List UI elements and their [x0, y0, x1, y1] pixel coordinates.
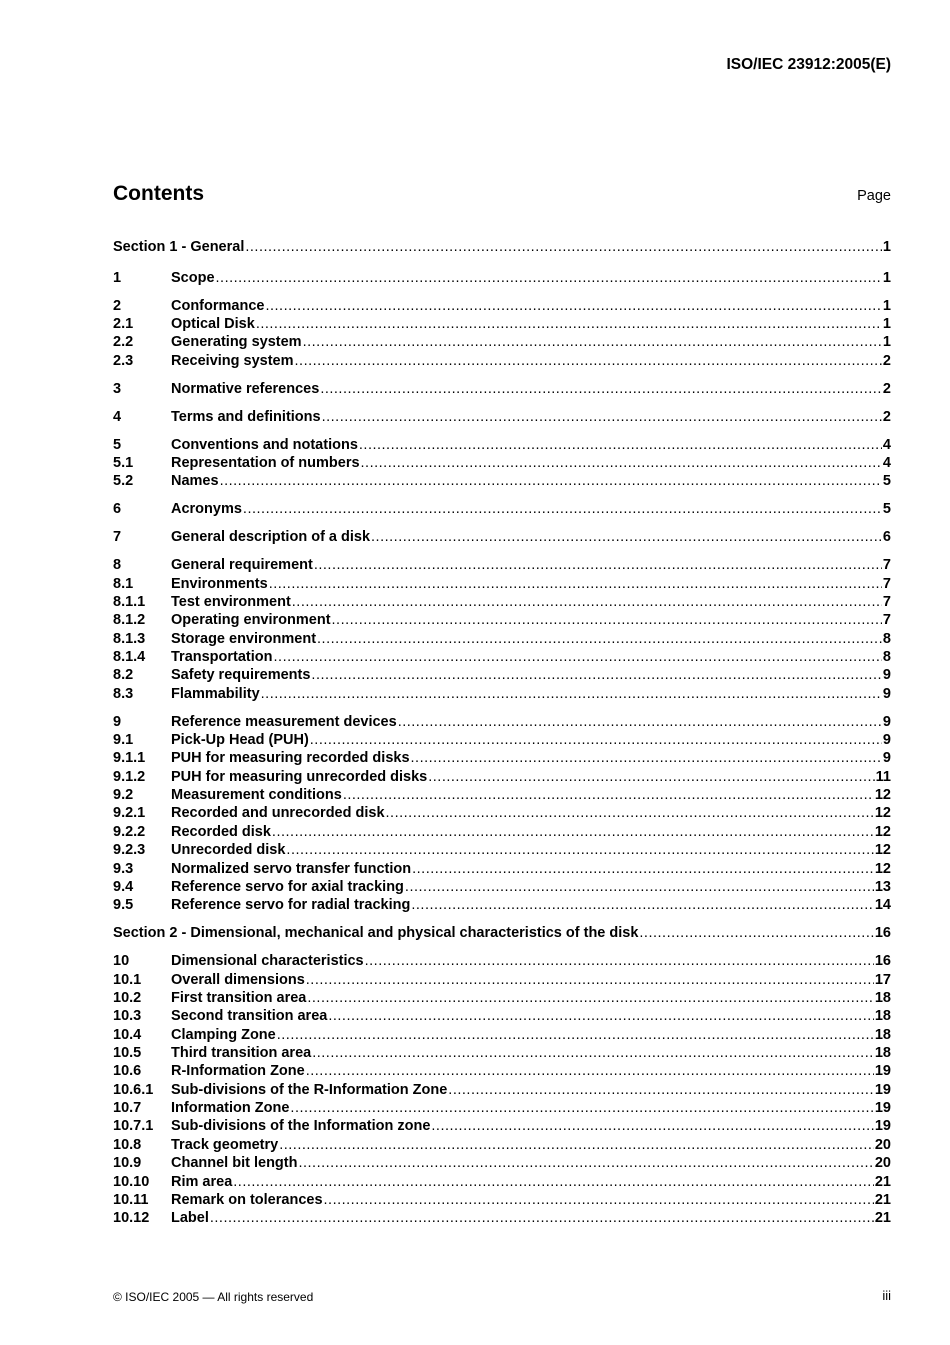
toc-entry[interactable] — [113, 1099, 891, 1117]
dot-leader — [279, 1136, 874, 1154]
toc-entry-title: Reference measurement devices — [171, 714, 397, 730]
toc-entry[interactable] — [113, 860, 891, 878]
dot-leader — [322, 408, 882, 426]
toc-entry-number: 10 — [113, 953, 130, 969]
toc-entry[interactable] — [113, 297, 891, 315]
toc-entry[interactable] — [113, 971, 891, 989]
toc-entry-number: 10.12 — [113, 1210, 150, 1226]
toc-entry-page: 14 — [874, 897, 891, 913]
toc-entry[interactable] — [113, 786, 891, 804]
toc-entry-number: 2.1 — [113, 316, 134, 332]
toc-entry-number: 9.3 — [113, 861, 134, 877]
toc-entry-number: 10.3 — [113, 1008, 142, 1024]
toc-entry-number: 9 — [113, 714, 122, 730]
toc-entry-number: 8.1.3 — [113, 631, 146, 647]
toc-entry-title: Receiving system — [171, 353, 294, 369]
toc-entry-title: Clamping Zone — [171, 1027, 276, 1043]
toc-entry-number: 9.1 — [113, 732, 134, 748]
toc-entry-title: Dimensional characteristics — [171, 953, 364, 969]
toc-entry-number: 10.2 — [113, 990, 142, 1006]
toc-entry[interactable] — [113, 1062, 891, 1080]
toc-entry-number: 8.1.2 — [113, 612, 146, 628]
dot-leader — [290, 1099, 873, 1117]
toc-entry-number: 9.2.1 — [113, 805, 146, 821]
toc-entry[interactable] — [113, 500, 891, 518]
toc-entry-number: 2 — [113, 298, 122, 314]
toc-entry-number: 4 — [113, 409, 122, 425]
toc-entry-number: 8.2 — [113, 667, 134, 683]
toc-entry[interactable] — [113, 952, 891, 970]
toc-entry-page: 7 — [882, 594, 891, 610]
toc-entry[interactable] — [113, 556, 891, 574]
dot-leader — [332, 611, 882, 629]
toc-entry-title: Operating environment — [171, 612, 331, 628]
toc-entry-title: Section 1 - General — [113, 239, 245, 255]
toc-entry-number: 10.11 — [113, 1192, 149, 1208]
toc-entry-page: 12 — [874, 824, 891, 840]
toc-entry-title: Recorded and unrecorded disk — [171, 805, 385, 821]
toc-entry-page: 4 — [882, 437, 891, 453]
toc-entry[interactable] — [113, 1209, 891, 1227]
dot-leader — [386, 804, 874, 822]
toc-entry-page: 6 — [882, 529, 891, 545]
toc-entry-title: Names — [171, 473, 219, 489]
toc-entry-page: 12 — [874, 842, 891, 858]
toc-entry-title: Third transition area — [171, 1045, 312, 1061]
toc-entry-title: Measurement conditions — [171, 787, 342, 803]
toc-entry[interactable] — [113, 749, 891, 767]
toc-entry[interactable] — [113, 352, 891, 370]
toc-entry[interactable] — [113, 1154, 891, 1172]
toc-entry-title: Terms and definitions — [171, 409, 321, 425]
toc-entry-title: Test environment — [171, 594, 291, 610]
toc-entry-number: 10.7 — [113, 1100, 142, 1116]
toc-entry-title: Section 2 - Dimensional, mechanical and physical characteristics of the disk — [113, 925, 639, 941]
toc-entry-page: 2 — [882, 381, 891, 397]
dot-leader — [306, 1062, 874, 1080]
dot-leader — [272, 823, 874, 841]
dot-leader — [277, 1026, 874, 1044]
toc-entry-page: 11 — [875, 769, 891, 785]
toc-entry-title: Conformance — [171, 298, 265, 314]
toc-entry-title: Information Zone — [171, 1100, 290, 1116]
toc-entry-page: 20 — [874, 1137, 891, 1153]
toc-entry-page: 1 — [882, 316, 891, 332]
dot-leader — [265, 297, 881, 315]
toc-entry[interactable] — [113, 575, 891, 593]
toc-entry-title: R-Information Zone — [171, 1063, 305, 1079]
toc-entry-title: Remark on tolerances — [171, 1192, 323, 1208]
toc-entry[interactable] — [113, 528, 891, 546]
toc-entry-page: 18 — [874, 1027, 891, 1043]
toc-entry-page: 19 — [874, 1100, 891, 1116]
toc-entry-number: 9.5 — [113, 897, 134, 913]
toc-entry-title: Label — [171, 1210, 209, 1226]
toc-entry[interactable] — [113, 768, 891, 786]
toc-entry-number: 8.1.4 — [113, 649, 146, 665]
toc-entry-title: General description of a disk — [171, 529, 371, 545]
toc-entry-title: PUH for measuring unrecorded disks — [171, 769, 428, 785]
dot-leader — [320, 380, 882, 398]
toc-entry[interactable] — [113, 593, 891, 611]
toc-entry-title: Normative references — [171, 381, 320, 397]
toc-entry-page: 19 — [874, 1082, 891, 1098]
dot-leader — [274, 648, 882, 666]
toc-entry[interactable] — [113, 896, 891, 914]
toc-entry-number: 10.4 — [113, 1027, 142, 1043]
toc-entry-title: Acronyms — [171, 501, 242, 517]
toc-entry-page: 2 — [882, 353, 891, 369]
toc-entry[interactable] — [113, 1007, 891, 1025]
dot-leader — [210, 1209, 874, 1227]
toc-entry-number: 9.2.3 — [113, 842, 146, 858]
toc-entry-page: 9 — [882, 686, 891, 702]
toc-section-entry[interactable] — [113, 238, 891, 256]
toc-entry-number: 5 — [113, 437, 122, 453]
toc-entry-number: 8.3 — [113, 686, 134, 702]
toc-entry-title: General requirement — [171, 557, 313, 573]
dot-leader — [371, 528, 882, 546]
toc-entry-page: 21 — [874, 1174, 891, 1190]
toc-entry[interactable] — [113, 436, 891, 454]
toc-entry-page: 7 — [882, 576, 891, 592]
toc-entry-page: 1 — [882, 270, 891, 286]
toc-entry-title: Overall dimensions — [171, 972, 305, 988]
toc-entry[interactable] — [113, 989, 891, 1007]
dot-leader — [343, 786, 874, 804]
toc-entry-page: 12 — [874, 787, 891, 803]
toc-entry-number: 8 — [113, 557, 122, 573]
toc-entry-page: 9 — [882, 714, 891, 730]
dot-leader — [307, 989, 873, 1007]
toc-entry-page: 17 — [874, 972, 891, 988]
dot-leader — [245, 238, 882, 256]
footer-copyright: © ISO/IEC 2005 — All rights reserved — [113, 1290, 314, 1304]
dot-leader — [216, 269, 882, 287]
toc-entry-page: 7 — [882, 557, 891, 573]
toc-entry-title: Flammability — [171, 686, 260, 702]
toc-entry-number: 6 — [113, 501, 122, 517]
toc-entry-title: Reference servo for radial tracking — [171, 897, 411, 913]
toc-entry-number: 9.1.2 — [113, 769, 146, 785]
toc-entry[interactable] — [113, 380, 891, 398]
toc-entry[interactable] — [113, 648, 891, 666]
dot-leader — [411, 896, 874, 914]
toc-entry[interactable] — [113, 1117, 891, 1135]
toc-entry-number: 10.7.1 — [113, 1118, 154, 1134]
toc-entry-title: Unrecorded disk — [171, 842, 286, 858]
dot-leader — [303, 333, 882, 351]
dot-leader — [324, 1191, 874, 1209]
dot-leader — [361, 454, 882, 472]
toc-entry-number: 7 — [113, 529, 122, 545]
dot-leader — [310, 731, 882, 749]
toc-entry-number: 10.6.1 — [113, 1082, 154, 1098]
toc-entry-title: Safety requirements — [171, 667, 311, 683]
toc-entry-title: Environments — [171, 576, 268, 592]
toc-entry-number: 10.8 — [113, 1137, 142, 1153]
toc-entry-number: 1 — [113, 270, 122, 286]
toc-entry-page: 9 — [882, 732, 891, 748]
toc-entry-page: 9 — [882, 667, 891, 683]
toc-entry-title: First transition area — [171, 990, 307, 1006]
toc-entry-page: 2 — [882, 409, 891, 425]
toc-entry-page: 13 — [874, 879, 891, 895]
dot-leader — [431, 1117, 873, 1135]
toc-entry-title: Reference servo for axial tracking — [171, 879, 404, 895]
toc-entry[interactable] — [113, 1026, 891, 1044]
contents-title: Contents — [113, 182, 204, 205]
toc-entry[interactable] — [113, 269, 891, 287]
toc-entry-page: 8 — [882, 631, 891, 647]
toc-entry-page: 12 — [874, 861, 891, 877]
dot-leader — [359, 436, 882, 454]
dot-leader — [448, 1081, 874, 1099]
toc-entry[interactable] — [113, 611, 891, 629]
toc-entry[interactable] — [113, 1044, 891, 1062]
toc-entry[interactable] — [113, 1173, 891, 1191]
dot-leader — [328, 1007, 874, 1025]
dot-leader — [269, 575, 882, 593]
toc-entry-page: 4 — [882, 455, 891, 471]
toc-entry-title: Generating system — [171, 334, 302, 350]
toc-entry-title: Scope — [171, 270, 215, 286]
toc-entry[interactable] — [113, 472, 891, 490]
dot-leader — [411, 749, 882, 767]
page-column-label: Page — [857, 188, 891, 204]
toc-entry-number: 8.1 — [113, 576, 134, 592]
standard-id: ISO/IEC 23912:2005(E) — [726, 56, 891, 73]
dot-leader — [256, 315, 882, 333]
toc-entry-page: 19 — [874, 1063, 891, 1079]
footer-page-number: iii — [882, 1288, 891, 1303]
toc-entry-page: 1 — [882, 298, 891, 314]
toc-entry-page: 8 — [882, 649, 891, 665]
toc-entry-page: 21 — [874, 1192, 891, 1208]
dot-leader — [311, 666, 882, 684]
toc-entry-title: Pick-Up Head (PUH) — [171, 732, 309, 748]
toc-entry-number: 5.1 — [113, 455, 134, 471]
toc-entry-page: 16 — [874, 953, 891, 969]
toc-entry-number: 3 — [113, 381, 122, 397]
dot-leader — [412, 860, 874, 878]
toc-entry-title: Representation of numbers — [171, 455, 360, 471]
toc-entry-page: 5 — [882, 473, 891, 489]
toc-entry-title: Conventions and notations — [171, 437, 358, 453]
toc-entry-title: Track geometry — [171, 1137, 279, 1153]
dot-leader — [261, 685, 882, 703]
dot-leader — [243, 500, 882, 518]
dot-leader — [317, 630, 882, 648]
dot-leader — [292, 593, 882, 611]
toc-entry[interactable] — [113, 408, 891, 426]
toc-entry[interactable] — [113, 823, 891, 841]
toc-entry-page: 21 — [874, 1210, 891, 1226]
toc-entry-page: 1 — [882, 239, 891, 255]
toc-entry[interactable] — [113, 666, 891, 684]
dot-leader — [639, 924, 873, 942]
dot-leader — [314, 556, 882, 574]
toc-entry[interactable] — [113, 1081, 891, 1099]
dot-leader — [298, 1154, 873, 1172]
toc-entry-page: 1 — [882, 334, 891, 350]
toc-entry-page: 18 — [874, 990, 891, 1006]
toc-entry-page: 12 — [874, 805, 891, 821]
toc-entry[interactable] — [113, 630, 891, 648]
toc-entry-number: 9.4 — [113, 879, 134, 895]
dot-leader — [398, 713, 882, 731]
toc-entry[interactable] — [113, 841, 891, 859]
toc-entry-number: 10.6 — [113, 1063, 142, 1079]
toc-entry-page: 20 — [874, 1155, 891, 1171]
toc-entry-number: 9.2.2 — [113, 824, 146, 840]
toc-section-entry[interactable] — [113, 924, 891, 942]
dot-leader — [295, 352, 882, 370]
dot-leader — [405, 878, 874, 896]
toc-entry-page: 16 — [874, 925, 891, 941]
toc-entry-title: Storage environment — [171, 631, 317, 647]
toc-entry-page: 18 — [874, 1008, 891, 1024]
dot-leader — [365, 952, 874, 970]
dot-leader — [428, 768, 874, 786]
toc-entry-page: 18 — [874, 1045, 891, 1061]
toc-entry-title: Rim area — [171, 1174, 233, 1190]
toc-entry-title: Sub-divisions of the R-Information Zone — [171, 1082, 448, 1098]
toc-entry-title: Normalized servo transfer function — [171, 861, 412, 877]
toc-entry[interactable] — [113, 315, 891, 333]
toc-entry-title: Channel bit length — [171, 1155, 298, 1171]
toc-entry-title: PUH for measuring recorded disks — [171, 750, 410, 766]
toc-entry[interactable] — [113, 454, 891, 472]
toc-entry-number: 9.2 — [113, 787, 134, 803]
toc-entry-page: 9 — [882, 750, 891, 766]
toc-entry-number: 5.2 — [113, 473, 134, 489]
toc-entry-page: 19 — [874, 1118, 891, 1134]
toc-entry[interactable] — [113, 685, 891, 703]
toc-entry[interactable] — [113, 804, 891, 822]
toc-entry-number: 10.1 — [113, 972, 142, 988]
toc-entry-number: 2.2 — [113, 334, 134, 350]
toc-entry-title: Optical Disk — [171, 316, 255, 332]
toc-entry-page: 5 — [882, 501, 891, 517]
toc-entry[interactable] — [113, 731, 891, 749]
toc-entry[interactable] — [113, 1136, 891, 1154]
toc-entry[interactable] — [113, 1191, 891, 1209]
dot-leader — [312, 1044, 874, 1062]
toc-entry-title: Sub-divisions of the Information zone — [171, 1118, 431, 1134]
toc-entry-number: 2.3 — [113, 353, 134, 369]
toc-entry-number: 10.10 — [113, 1174, 150, 1190]
toc-entry-title: Recorded disk — [171, 824, 271, 840]
dot-leader — [233, 1173, 874, 1191]
toc-entry-number: 9.1.1 — [113, 750, 146, 766]
toc-entry-title: Second transition area — [171, 1008, 328, 1024]
dot-leader — [220, 472, 882, 490]
toc-entry[interactable] — [113, 713, 891, 731]
toc-entry-page: 7 — [882, 612, 891, 628]
toc-entry[interactable] — [113, 333, 891, 351]
toc-entry-title: Transportation — [171, 649, 273, 665]
toc-entry-number: 10.5 — [113, 1045, 142, 1061]
dot-leader — [306, 971, 874, 989]
toc-entry-number: 10.9 — [113, 1155, 142, 1171]
toc-entry-number: 8.1.1 — [113, 594, 146, 610]
dot-leader — [286, 841, 873, 859]
toc-entry[interactable] — [113, 878, 891, 896]
